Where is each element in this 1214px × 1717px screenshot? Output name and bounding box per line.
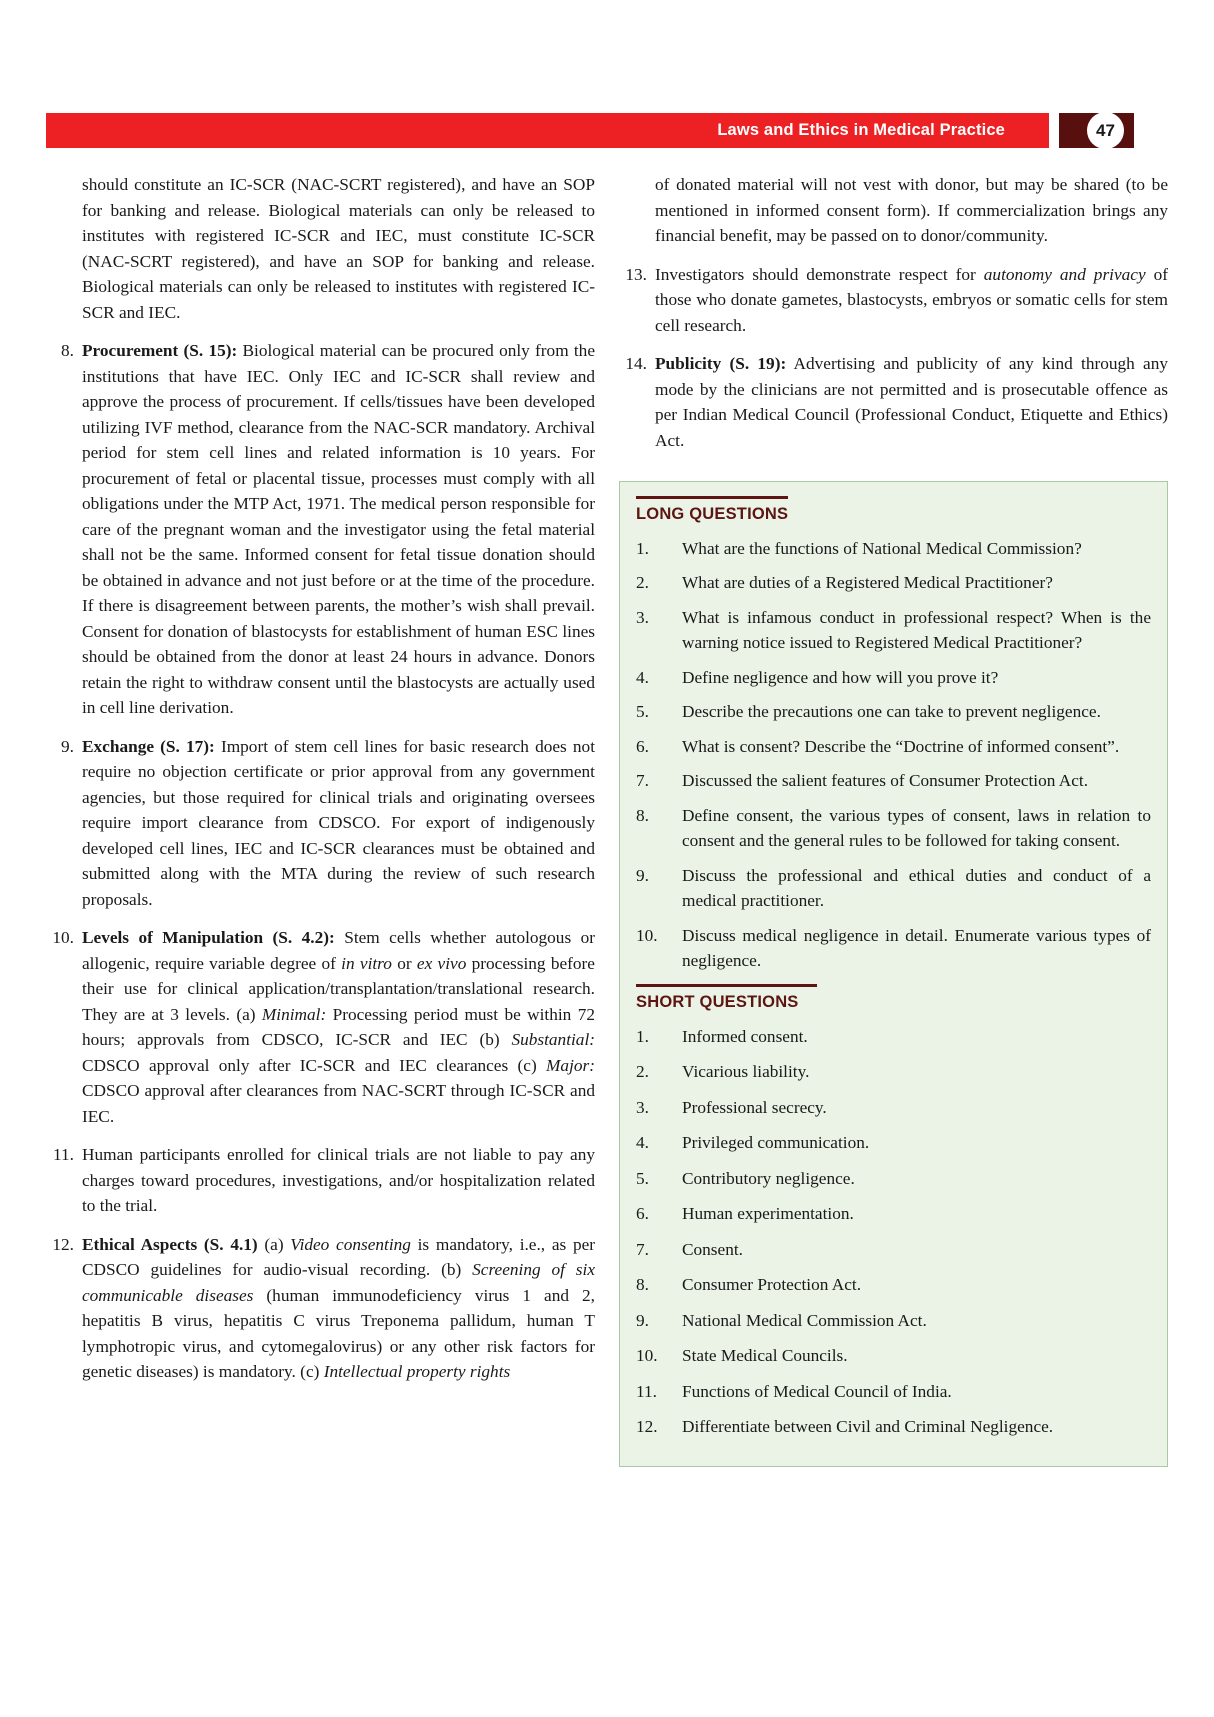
left-continued-paragraph: should constitute an IC-SCR (NAC-SCRT registered), and have an SOP for banking and release. Biological materials can only be released to institutes with registered IC-SCR and IEC, must constitute IC-SCR (NAC-SCRT registered), and have an SOP for banking and release. Biological materials can only be released to institutes with registered IC-SCR and IEC.: [82, 175, 595, 322]
emphasis-text: Intellectual property rights: [323, 1362, 511, 1381]
short-question-item: [636, 1201, 1151, 1227]
question-number: 6.: [636, 1204, 649, 1224]
long-question-item: [636, 768, 1151, 794]
question-text: What is consent? Describe the “Doctrine of informed consent”.: [682, 736, 1120, 756]
question-number: 3.: [636, 1097, 649, 1117]
question-number: 10.: [636, 1346, 658, 1366]
numbered-list-item: [46, 1232, 595, 1385]
list-item-number: 8.: [61, 341, 74, 360]
item-lead: Levels of Manipulation (S. 4.2):: [82, 928, 335, 947]
question-number: 11.: [636, 1381, 657, 1401]
short-question-item: [636, 1414, 1151, 1440]
question-number: 4.: [636, 1133, 649, 1153]
emphasis-text: autonomy and privacy: [983, 264, 1146, 284]
list-item-text: Procurement (S. 15): Biological material can be procured only from the institutions that have IEC. Only IEC and IC-SCR shall review and approve the process of procurement. If cells/tissues have been developed utilizing IVF method, clearance from the NAC-SCR mandatory. Archival period for stem cell lines and related information is 10 years. For procurement of fetal or placental tissue, processes must comply with all obligations under the MTP Act, 1971. The medical person responsible for care of the pregnant woman and the investigator using the fetal material shall not be the same. Informed consent for fetal tissue donation should be obtained in advance and not just before or at the time of the procedure. If there is disagreement between parents, the mother’s wish shall prevail. Consent for donation of blastocysts for establishment of human ESC lines should be obtained from the donor at least 24 hours in advance. Donors retain the right to withdraw consent until the blastocysts are actually used in cell line derivation.: [82, 341, 595, 717]
numbered-list-item: [46, 338, 595, 721]
long-question-item: [636, 570, 1151, 596]
item-lead: Ethical Aspects (S. 4.1): [82, 1234, 258, 1254]
emphasis-text: in vitro: [341, 953, 392, 973]
list-item-text: Exchange (S. 17): Import of stem cell lines for basic research does not require no objection certificate or prior approval from any government agencies, but those required for clinical trials and originating oversees require import clearance from CDSCO. For export of indigenously developed cell lines, IEC and IC-SCR clearances must be obtained and submitted along with the MTA during the review of such research proposals.: [82, 736, 595, 909]
short-questions-heading: SHORT QUESTIONS: [636, 984, 817, 1012]
question-number: 8.: [636, 1275, 649, 1295]
question-text: Consumer Protection Act.: [682, 1275, 862, 1295]
item-lead: Exchange (S. 17):: [82, 736, 215, 756]
right-continued-paragraph: of donated material will not vest with donor, but may be shared (to be mentioned in informed consent form). If commercialization brings any financial benefit, may be passed on to donor/community.: [655, 175, 1168, 245]
list-item-number: 10.: [52, 928, 74, 947]
question-number: 9.: [636, 1310, 649, 1330]
body-columns: [46, 172, 1168, 1467]
list-item-text: Levels of Manipulation (S. 4.2): Stem cells whether autologous or allogenic, require variable degree of in vitro or ex vivo processing before their use for clinical application/transplantation/translational research. They are at 3 levels. (a) Minimal: Processing period must be within 72 hours; approvals from CDSCO, IC-SCR and IEC (b) Substantial: CDSCO approval only after IC-SCR and IEC clearances (c) Major: CDSCO approval after clearances from NAC-SCRT through IC-SCR and IEC.: [82, 928, 595, 1126]
question-text: State Medical Councils.: [682, 1346, 848, 1366]
question-text: Define negligence and how will you prove it?: [682, 667, 999, 687]
question-text: Vicarious liability.: [682, 1062, 810, 1082]
question-number: 8.: [636, 805, 649, 825]
right-column: [619, 172, 1168, 1467]
question-text: What are duties of a Registered Medical Practitioner?: [682, 573, 1053, 593]
question-text: Describe the precautions one can take to prevent negligence.: [682, 702, 1101, 722]
question-text: Define consent, the various types of consent, laws in relation to consent and the general rules to be followed for taking consent.: [682, 805, 1151, 851]
numbered-list-item: [619, 351, 1168, 453]
numbered-list-item: [46, 925, 595, 1129]
emphasis-text: Substantial:: [511, 1030, 595, 1049]
question-text: Discuss the professional and ethical duties and conduct of a medical practitioner.: [682, 865, 1151, 911]
list-item-number: 11.: [53, 1145, 74, 1164]
short-question-item: [636, 1130, 1151, 1156]
short-question-item: [636, 1095, 1151, 1121]
question-text: Contributory negligence.: [682, 1168, 855, 1188]
running-title: Laws and Ethics in Medical Practice: [717, 121, 1005, 139]
list-item-text: Ethical Aspects (S. 4.1) (a) Video consenting is mandatory, i.e., as per CDSCO guidelines for audio-visual recording. (b) Screening of six communicable diseases (human immunodeficiency virus 1 and 2, hepatitis B virus, hepatitis C virus Treponema pallidum, human T lymphotropic virus, and cytomegalovirus) or any other risk factors for genetic diseases) is mandatory. (c) Intellectual property rights: [82, 1234, 596, 1381]
question-text: What is infamous conduct in professional respect? When is the warning notice issued to Registered Medical Practitioner?: [682, 607, 1151, 653]
left-numbered-list: [46, 338, 595, 1385]
long-questions-list: [636, 536, 1151, 974]
question-number: 5.: [636, 702, 649, 722]
question-text: Functions of Medical Council of India.: [682, 1381, 952, 1401]
header-red-bar: [46, 113, 1049, 148]
question-text: Human experimentation.: [682, 1204, 854, 1224]
question-number: 2.: [636, 573, 649, 593]
long-question-item: [636, 665, 1151, 691]
long-question-item: [636, 863, 1151, 914]
numbered-list-item: [46, 734, 595, 913]
list-item-text: Human participants enrolled for clinical trials are not liable to pay any charges toward procedures, investigations, and/or hospitalization related to the trial.: [82, 1145, 595, 1215]
question-number: 1.: [636, 538, 649, 558]
emphasis-text: Video consenting: [290, 1234, 411, 1254]
long-question-item: [636, 923, 1151, 974]
question-text: Differentiate between Civil and Criminal Negligence.: [682, 1417, 1054, 1437]
long-question-item: [636, 605, 1151, 656]
short-questions-list: [636, 1024, 1151, 1440]
page-number: 47: [1096, 120, 1115, 140]
short-question-item: [636, 1308, 1151, 1334]
item-lead: Publicity (S. 19):: [655, 354, 787, 373]
question-text: What are the functions of National Medical Commission?: [682, 538, 1082, 558]
right-numbered-list: [619, 262, 1168, 454]
long-question-item: [636, 803, 1151, 854]
question-text: Consent.: [682, 1239, 743, 1259]
short-question-item: [636, 1343, 1151, 1369]
questions-box: [619, 481, 1168, 1467]
emphasis-text: Screening of six communicable diseases: [82, 1260, 595, 1305]
short-question-item: [636, 1272, 1151, 1298]
long-question-item: [636, 699, 1151, 725]
short-question-item: [636, 1166, 1151, 1192]
long-question-item: [636, 536, 1151, 562]
question-text: Discussed the salient features of Consumer Protection Act.: [682, 771, 1089, 791]
question-text: National Medical Commission Act.: [682, 1310, 927, 1330]
numbered-list-item: [619, 262, 1168, 339]
numbered-list-item: [46, 1142, 595, 1219]
short-question-item: [636, 1059, 1151, 1085]
question-number: 5.: [636, 1168, 649, 1188]
list-item-number: 12.: [52, 1234, 74, 1254]
list-item-number: 14.: [625, 354, 647, 373]
emphasis-text: ex vivo: [416, 953, 467, 973]
question-text: Informed consent.: [682, 1026, 808, 1046]
page-number-badge: [1087, 112, 1124, 149]
emphasis-text: Minimal:: [261, 1004, 327, 1024]
item-lead: Procurement (S. 15):: [82, 341, 238, 360]
questions-box-divider-space: [636, 974, 1151, 984]
list-item-number: 13.: [625, 264, 647, 284]
question-number: 7.: [636, 771, 649, 791]
short-question-item: [636, 1379, 1151, 1405]
question-number: 7.: [636, 1239, 649, 1259]
question-number: 1.: [636, 1026, 649, 1046]
question-text: Professional secrecy.: [682, 1097, 827, 1117]
question-number: 3.: [636, 607, 649, 627]
question-number: 10.: [636, 925, 658, 945]
long-questions-heading: LONG QUESTIONS: [636, 496, 788, 524]
question-number: 6.: [636, 736, 649, 756]
page-running-header: [46, 113, 1168, 148]
question-number: 4.: [636, 667, 649, 687]
long-question-item: [636, 734, 1151, 760]
question-number: 2.: [636, 1062, 649, 1082]
list-item-number: 9.: [61, 736, 74, 756]
short-question-item: [636, 1024, 1151, 1050]
left-column: [46, 172, 595, 1467]
short-question-item: [636, 1237, 1151, 1263]
list-item-text: Publicity (S. 19): Advertising and publicity of any kind through any mode by the clinicians are not permitted and is prosecutable offence as per Indian Medical Council (Professional Conduct, Etiquette and Ethics) Act.: [655, 354, 1168, 450]
list-item-text: Investigators should demonstrate respect for autonomy and privacy of those who donate gametes, blastocysts, embryos or somatic cells for stem cell research.: [655, 264, 1169, 335]
question-text: Privileged communication.: [682, 1133, 870, 1153]
question-number: 9.: [636, 865, 649, 885]
emphasis-text: Major:: [546, 1055, 595, 1075]
question-text: Discuss medical negligence in detail. Enumerate various types of negligence.: [682, 925, 1151, 971]
question-number: 12.: [636, 1417, 658, 1437]
